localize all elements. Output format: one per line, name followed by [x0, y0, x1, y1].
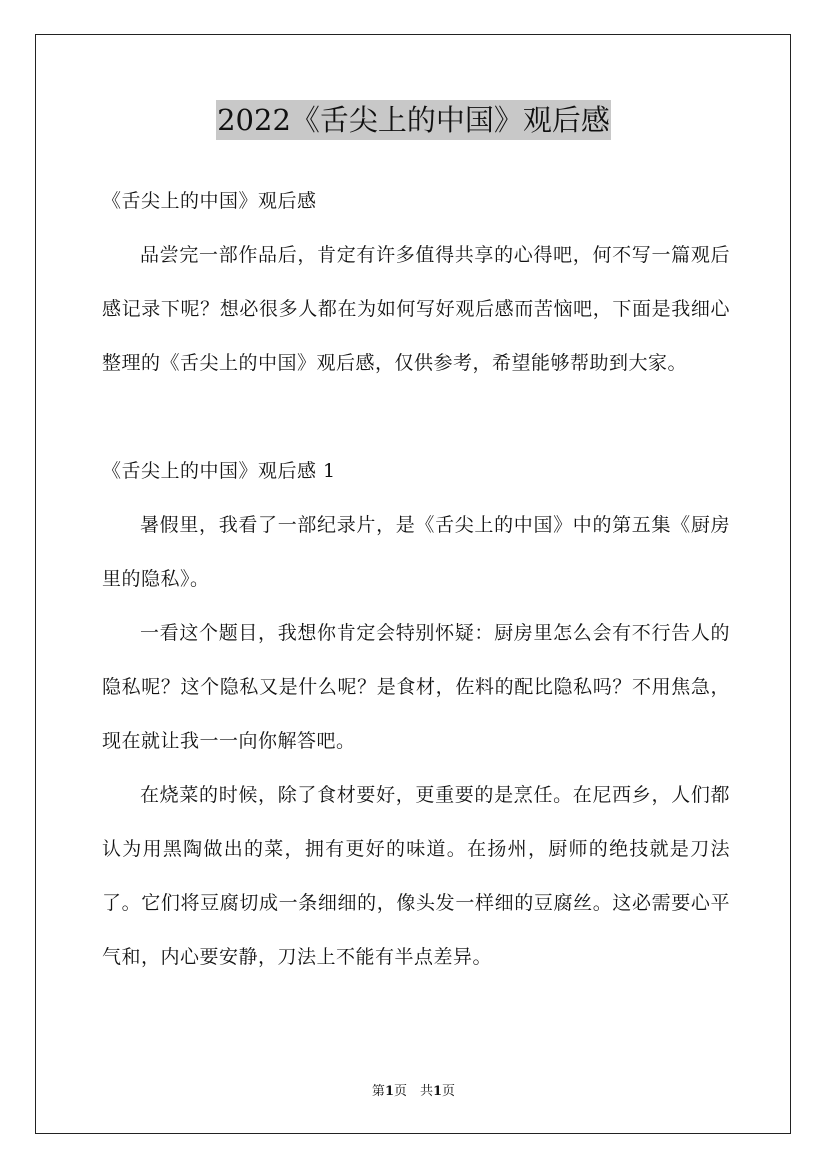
- section-heading-1: 《舌尖上的中国》观后感 1: [102, 460, 336, 482]
- page-current-number: 1: [384, 1084, 394, 1099]
- section-spacer: [102, 390, 730, 444]
- body-paragraph-3: 在烧菜的时候，除了食材要好，更重要的是烹任。在尼西乡，人们都认为用黑陶做出的菜，拥有更好的味道。在扬州，厨师的绝技就是刀法了。它们将豆腐切成一条细细的，像头发一样细的豆腐丝。这必需要心平气和，内心要安静，刀法上不能有半点差异。: [102, 784, 730, 968]
- page-footer: [0, 1082, 827, 1102]
- page-prefix: 第: [371, 1084, 385, 1099]
- page-suffix: 页: [442, 1084, 456, 1099]
- page-total-number: 1: [433, 1084, 443, 1099]
- body-paragraph-2: 一看这个题目，我想你肯定会特别怀疑：厨房里怎么会有不行告人的隐私呢？这个隐私又是什么呢？是食材，佐料的配比隐私吗？不用焦急，现在就让我一一向你解答吧。: [102, 622, 730, 752]
- intro-paragraph: 品尝完一部作品后，肯定有许多值得共享的心得吧，何不写一篇观后感记录下呢？想必很多人都在为如何写好观后感而苦恼吧，下面是我细心整理的《舌尖上的中国》观后感，仅供参考，希望能够帮助到大家。: [102, 244, 730, 374]
- body-paragraph-1: 暑假里，我看了一部纪录片，是《舌尖上的中国》中的第五集《厨房里的隐私》。: [102, 514, 730, 590]
- document-body: [102, 174, 730, 984]
- page-mid: 页 共: [393, 1084, 433, 1099]
- title-container: [0, 100, 827, 140]
- document-title: 2022《舌尖上的中国》观后感: [216, 100, 611, 140]
- section-heading-intro: 《舌尖上的中国》观后感: [102, 190, 317, 212]
